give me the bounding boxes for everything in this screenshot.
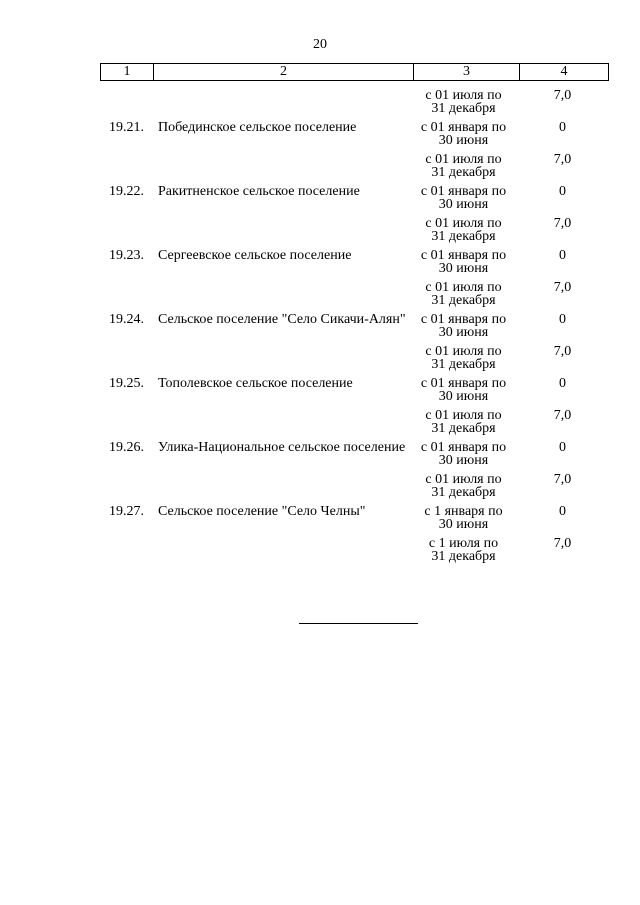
period-line: 30 июня: [438, 261, 489, 276]
table-row: [100, 249, 609, 281]
settlement-name: [158, 409, 411, 441]
end-divider-line: [299, 623, 418, 624]
row-number: 19.22.: [109, 184, 144, 199]
rate-value: 0: [559, 248, 566, 263]
rate-value: 0: [559, 440, 566, 455]
rate-value: 7,0: [553, 536, 572, 551]
rate-value: 0: [559, 504, 566, 519]
period-cell: [411, 345, 516, 377]
period-line: 31 декабря: [431, 549, 496, 564]
period-cell: [411, 121, 516, 153]
rate-value: 0: [559, 120, 566, 135]
period-line: 30 июня: [438, 389, 489, 404]
period-line: с 01 июля по: [425, 472, 502, 487]
row-number: 19.24.: [109, 312, 144, 327]
period-line: с 01 июля по: [425, 88, 502, 103]
header-col-4: 4: [560, 64, 568, 79]
period-line: с 01 января по: [420, 248, 507, 263]
period-line: 30 июня: [438, 133, 489, 148]
table-row: [100, 473, 609, 505]
row-number: [100, 281, 158, 313]
row-number: 19.25.: [109, 376, 144, 391]
settlement-name: Сергеевское сельское поселение: [158, 248, 352, 263]
settlement-name: Тополевское сельское поселение: [158, 376, 353, 391]
rate-value: 0: [559, 376, 566, 391]
period-line: 30 июня: [438, 517, 489, 532]
period-line: 30 июня: [438, 453, 489, 468]
row-number: [100, 89, 158, 121]
table-row: [100, 345, 609, 377]
period-line: 31 декабря: [431, 421, 496, 436]
period-cell: [411, 409, 516, 441]
period-line: 31 декабря: [431, 165, 496, 180]
settlement-name: Сельское поселение "Село Челны": [158, 504, 366, 519]
period-cell: [411, 473, 516, 505]
row-number: [100, 409, 158, 441]
period-cell: [411, 505, 516, 537]
rate-value: 0: [559, 312, 566, 327]
row-number: 19.26.: [109, 440, 144, 455]
period-line: 31 декабря: [431, 229, 496, 244]
period-line: с 01 января по: [420, 312, 507, 327]
rate-value: 7,0: [553, 280, 572, 295]
settlement-name: Сельское поселение "Село Сикачи-Алян": [158, 312, 406, 327]
table-row: [100, 89, 609, 121]
rate-value: 7,0: [553, 216, 572, 231]
period-line: 30 июня: [438, 325, 489, 340]
settlement-name: [158, 153, 411, 185]
rate-value: 7,0: [553, 408, 572, 423]
period-cell: [411, 249, 516, 281]
settlement-name: Улика-Национальное сельское поселение: [158, 440, 406, 455]
row-number: 19.23.: [109, 248, 144, 263]
table-row: [100, 409, 609, 441]
period-line: с 01 января по: [420, 376, 507, 391]
header-col-3: 3: [414, 64, 520, 80]
table-row: [100, 217, 609, 249]
table-row: [100, 313, 609, 345]
period-line: с 01 января по: [420, 184, 507, 199]
period-cell: [411, 89, 516, 121]
rate-value: 7,0: [553, 88, 572, 103]
period-line: с 1 июля по: [428, 536, 499, 551]
period-cell: [411, 377, 516, 409]
period-line: с 01 июля по: [425, 344, 502, 359]
row-number: 19.21.: [109, 120, 144, 135]
table-row: [100, 185, 609, 217]
rate-value: 7,0: [553, 344, 572, 359]
period-line: с 01 июля по: [425, 280, 502, 295]
period-line: 31 декабря: [431, 485, 496, 500]
table-row: [100, 281, 609, 313]
settlement-name: [158, 345, 411, 377]
period-cell: [411, 313, 516, 345]
settlement-name: [158, 89, 411, 121]
page-number: 20: [313, 37, 327, 52]
period-line: с 01 июля по: [425, 152, 502, 167]
period-cell: [411, 441, 516, 473]
settlement-name: Побединское сельское поселение: [158, 120, 357, 135]
row-number: [100, 473, 158, 505]
row-number: [100, 345, 158, 377]
period-line: с 01 января по: [420, 440, 507, 455]
table-row: [100, 377, 609, 409]
header-col-2: 2: [154, 64, 414, 80]
period-line: с 01 июля по: [425, 408, 502, 423]
settlement-name: [158, 537, 411, 569]
period-line: с 01 января по: [420, 120, 507, 135]
table-row: [100, 121, 609, 153]
table-row: [100, 153, 609, 185]
period-cell: [411, 185, 516, 217]
table-row: [100, 441, 609, 473]
period-line: 31 декабря: [431, 357, 496, 372]
row-number: [100, 537, 158, 569]
period-cell: [411, 281, 516, 313]
settlement-name: Ракитненское сельское поселение: [158, 184, 360, 199]
table-body: [100, 89, 609, 569]
rate-value: 7,0: [553, 152, 572, 167]
header-col-1: 1: [101, 64, 154, 80]
period-line: 31 декабря: [431, 293, 496, 308]
period-cell: [411, 153, 516, 185]
settlement-name: [158, 217, 411, 249]
rate-value: 0: [559, 184, 566, 199]
table-row: [100, 537, 609, 569]
period-cell: [411, 537, 516, 569]
table-row: [100, 505, 609, 537]
settlement-name: [158, 281, 411, 313]
period-line: с 1 января по: [424, 504, 503, 519]
period-line: с 01 июля по: [425, 216, 502, 231]
period-cell: [411, 217, 516, 249]
row-number: 19.27.: [109, 504, 144, 519]
table-header: [100, 63, 609, 81]
period-line: 30 июня: [438, 197, 489, 212]
row-number: [100, 153, 158, 185]
row-number: [100, 217, 158, 249]
rate-value: 7,0: [553, 472, 572, 487]
settlement-name: [158, 473, 411, 505]
period-line: 31 декабря: [431, 101, 496, 116]
